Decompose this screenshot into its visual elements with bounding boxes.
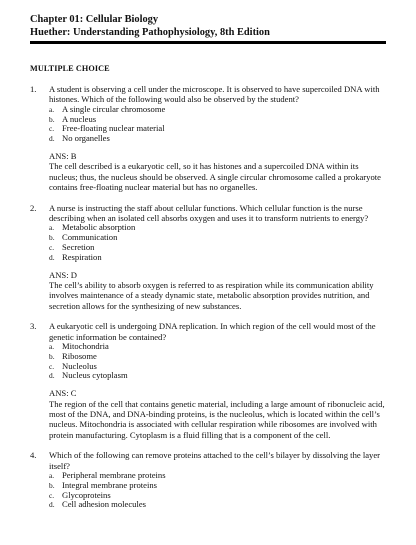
option-text: Nucleolus bbox=[62, 360, 97, 371]
question-text: A nurse is instructing the staff about cellular functions. Which cellular function is the nurse describing when an isolated cell absorbs oxygen and uses it to transform nutrients to energy? bbox=[49, 202, 369, 224]
question-number: 3. bbox=[30, 321, 37, 332]
option bbox=[49, 233, 386, 243]
chapter-title: Chapter 01: Cellular Biology bbox=[30, 14, 159, 25]
question-text: A eukaryotic cell is undergoing DNA replication. In which region of the cell would most of the genetic information be contained? bbox=[49, 321, 376, 342]
option-text: Ribosome bbox=[62, 350, 97, 361]
option-letter: b. bbox=[49, 114, 55, 124]
option-letter: b. bbox=[49, 233, 55, 243]
option bbox=[49, 253, 386, 263]
option-list bbox=[49, 223, 386, 262]
option-letter: a. bbox=[49, 104, 55, 114]
answer-key: ANS: B bbox=[49, 151, 77, 161]
option-letter: b. bbox=[49, 480, 55, 490]
option-text: Free-floating nuclear material bbox=[62, 123, 165, 134]
option-text: Integral membrane proteins bbox=[62, 479, 157, 490]
option-letter: a. bbox=[49, 223, 55, 233]
question-number: 1. bbox=[30, 84, 37, 94]
option-text: Mitochondria bbox=[62, 341, 109, 352]
answer-explanation: The cell’s ability to absorb oxygen is referred to as respiration while its communication ability involves maintenance of a steady dynamic state, metabolic absorption provides nutrition, and secretion allows for the synthesizing of new substances. bbox=[49, 280, 374, 311]
option-letter: b. bbox=[49, 351, 55, 361]
option-text: Metabolic absorption bbox=[62, 222, 136, 233]
option-text: Cell adhesion molecules bbox=[62, 499, 147, 510]
option-letter: d. bbox=[49, 252, 55, 262]
option-letter: d. bbox=[49, 500, 55, 510]
option-text: Respiration bbox=[62, 251, 102, 262]
question-2 bbox=[30, 203, 386, 224]
option bbox=[49, 105, 386, 115]
answer-explanation: The region of the cell that contains genetic material, including a large amount of ribonucleic acid, most of the DNA, and DNA-binding proteins, is the nucleolus, which is located within the cell’s nucleus. Mitochondria is associated with cellular respiration while ribosomes are involved with protein manufacturing. Cytoplasm is a fluid filling that is a component of the cell. bbox=[49, 398, 385, 440]
option-letter: c. bbox=[49, 124, 55, 134]
option-text: Peripheral membrane proteins bbox=[62, 470, 166, 481]
section-heading: MULTIPLE CHOICE bbox=[30, 64, 110, 73]
question-3 bbox=[30, 321, 386, 342]
option-letter: c. bbox=[49, 361, 55, 371]
option-letter: c. bbox=[49, 490, 55, 500]
option-text: Nucleus cytoplasm bbox=[62, 370, 128, 381]
option-text: No organelles bbox=[62, 133, 110, 144]
option-letter: d. bbox=[49, 371, 55, 381]
question-4 bbox=[30, 450, 386, 471]
header-rule bbox=[30, 41, 386, 44]
option-letter: a. bbox=[49, 342, 55, 352]
option-list bbox=[49, 342, 386, 381]
answer-key: ANS: D bbox=[49, 269, 77, 280]
answer-key: ANS: C bbox=[49, 388, 77, 399]
question-number: 2. bbox=[30, 202, 37, 213]
question-number: 4. bbox=[30, 450, 37, 461]
answer-explanation: The cell described is a eukaryotic cell, so it has histones and a supercoiled DNA within its nucleus; thus, the nucleus should be observed. A single circular chromosome called a prokaryote contains free-floating nuclear material but has no organelles. bbox=[49, 161, 381, 193]
option bbox=[49, 134, 386, 144]
option-text: Secretion bbox=[62, 242, 95, 253]
option-list bbox=[49, 471, 386, 510]
option-text: Glycoproteins bbox=[62, 489, 111, 500]
option-text: A nucleus bbox=[62, 113, 97, 124]
option-letter: c. bbox=[49, 243, 55, 253]
option-letter: a. bbox=[49, 471, 55, 481]
question-1 bbox=[30, 84, 386, 105]
option bbox=[49, 352, 386, 362]
book-title: Huether: Understanding Pathophysiology, 8th Edition bbox=[30, 26, 270, 38]
option-text: A single circular chromosome bbox=[62, 103, 166, 114]
question-text: A student is observing a cell under the microscope. It is observed to have supercoiled DNA with histones. Which of the following would also be observed by the student? bbox=[49, 84, 380, 105]
option bbox=[49, 500, 386, 510]
option-letter: d. bbox=[49, 134, 55, 144]
option bbox=[49, 371, 386, 381]
question-text: Which of the following can remove proteins attached to the cell’s bilayer by dissolving the layer itself? bbox=[49, 450, 380, 471]
option bbox=[49, 342, 386, 352]
option-text: Communication bbox=[62, 232, 118, 243]
option-list bbox=[49, 105, 386, 144]
